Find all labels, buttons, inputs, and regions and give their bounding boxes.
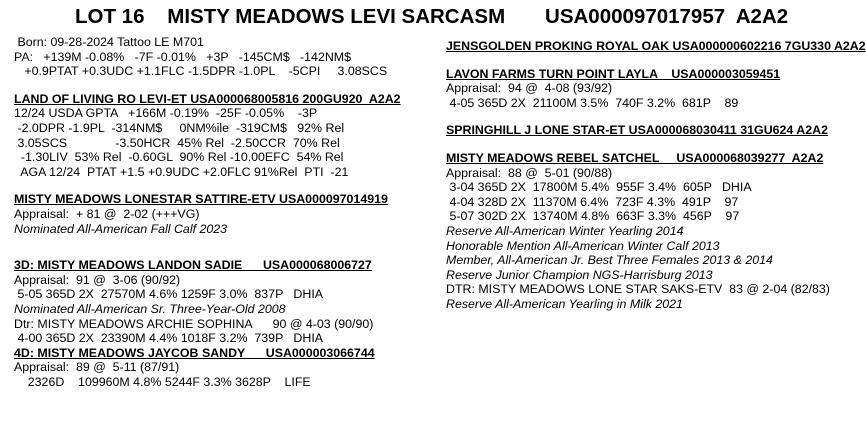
pedigree-line: 4-04 328D 2X 11370M 6.4% 723F 4.3% 491P 97 (446, 194, 739, 209)
third-dam-line: 5-05 365D 2X 27570M 4.6% 1259F 3.0% 837P DHIA (14, 287, 324, 302)
left-column (14, 35, 444, 389)
fourth-dam-heading: 4D: MISTY MEADOWS JAYCOB SANDY USA000003066744 (14, 345, 375, 360)
third-dam-line: Appraisal: 91 @ 3-06 (90/92) (14, 272, 181, 287)
pedigree-honor: Member, All-American Jr. Best Three Females 2013 & 2014 (446, 253, 773, 268)
sire-heading: LAND OF LIVING RO LEVI-ET USA000068005816 200GU920 A2A2 (14, 91, 401, 106)
sire-line: AGA 12/24 PTAT +1.5 +0.9UDC +2.0FLC 91%Rel PTI -21 (14, 164, 349, 179)
third-dam-heading: 3D: MISTY MEADOWS LANDON SADIE USA000068006727 (14, 258, 372, 273)
third-dam-dtr: 4-00 365D 2X 23390M 4.4% 1018F 3.2% 739P DHIA (14, 331, 324, 346)
sire-line: -2.0DPR -1.9PL -314NM$ 0NM%ile -319CM$ 92% Rel (14, 120, 345, 135)
born-line: Born: 09-28-2024 Tattoo LE M701 (14, 35, 204, 49)
sire-line: 12/24 USDA GPTA +166M -0.19% -25F -0.05% -3P (14, 106, 318, 121)
pedigree-honor: Honorable Mention All-American Winter Calf 2013 (446, 238, 720, 253)
right-column (446, 35, 866, 312)
dam-appraisal: Appraisal: + 81 @ 2-02 (+++VG) (14, 206, 200, 221)
lot-title: LOT 16 MISTY MEADOWS LEVI SARCASM USA000097017957 A2A2 (75, 5, 789, 28)
pedigree-heading-1: JENSGOLDEN PROKING ROYAL OAK USA000000602216 7GU330 A2A2 (446, 39, 866, 53)
pedigree-dtr-honor: Reserve All-American Yearling in Milk 2021 (446, 296, 683, 311)
pedigree-line: 4-05 365D 2X 21100M 3.5% 740F 3.2% 681P 89 (446, 95, 739, 110)
dam-heading: MISTY MEADOWS LONESTAR SATTIRE-ETV USA000097014919 (14, 192, 388, 207)
sire-line: -1.30LIV 53% Rel -0.60GL 90% Rel -10.00EFC 54% Rel (14, 150, 344, 165)
pedigree-heading-2: LAVON FARMS TURN POINT LAYLA USA000003059451 (446, 66, 781, 81)
pedigree-line: 3-04 365D 2X 17800M 5.4% 955F 3.4% 605P DHIA (446, 180, 752, 195)
pa-line-2: +0.9PTAT +0.3UDC +1.1FLC -1.5DPR -1.0PL -5CPI 3.08SCS (14, 64, 388, 79)
pedigree-heading-3: SPRINGHILL J LONE STAR-ET USA000068030411 31GU624 A2A2 (446, 123, 828, 138)
pedigree-honor: Reserve All-American Winter Yearling 2014 (446, 223, 684, 238)
third-dam-dtr: Dtr: MISTY MEADOWS ARCHIE SOPHINA 90 @ 4-03 (90/90) (14, 316, 374, 331)
pedigree-dtr: DTR: MISTY MEADOWS LONE STAR SAKS-ETV 83 @ 2-04 (82/83) (446, 282, 830, 297)
pedigree-line: Appraisal: 94 @ 4-08 (93/92) (446, 81, 613, 96)
pedigree-heading-4: MISTY MEADOWS REBEL SATCHEL USA000068039277 A2A2 (446, 150, 824, 165)
pedigree-line: Appraisal: 88 @ 5-01 (90/88) (446, 165, 613, 180)
pedigree-honor: Reserve Junior Champion NGS-Harrisburg 2013 (446, 267, 713, 282)
third-dam-honor: Nominated All-American Sr. Three-Year-Old 2008 (14, 301, 286, 316)
sire-line: 3.05SCS -3.50HCR 45% Rel -2.50CCR 70% Rel (14, 135, 340, 150)
dam-honor: Nominated All-American Fall Calf 2023 (14, 221, 228, 236)
pedigree-line: 5-07 302D 2X 13740M 4.8% 663F 3.3% 456P 97 (446, 209, 740, 224)
fourth-dam-line: Appraisal: 89 @ 5-11 (87/91) (14, 360, 180, 375)
pa-line-1: PA: +139M -0.08% -7F -0.01% +3P -145CM$ -142NM$ (14, 49, 351, 64)
fourth-dam-line: 2326D 109960M 4.8% 5244F 3.3% 3628P LIFE (14, 374, 311, 389)
